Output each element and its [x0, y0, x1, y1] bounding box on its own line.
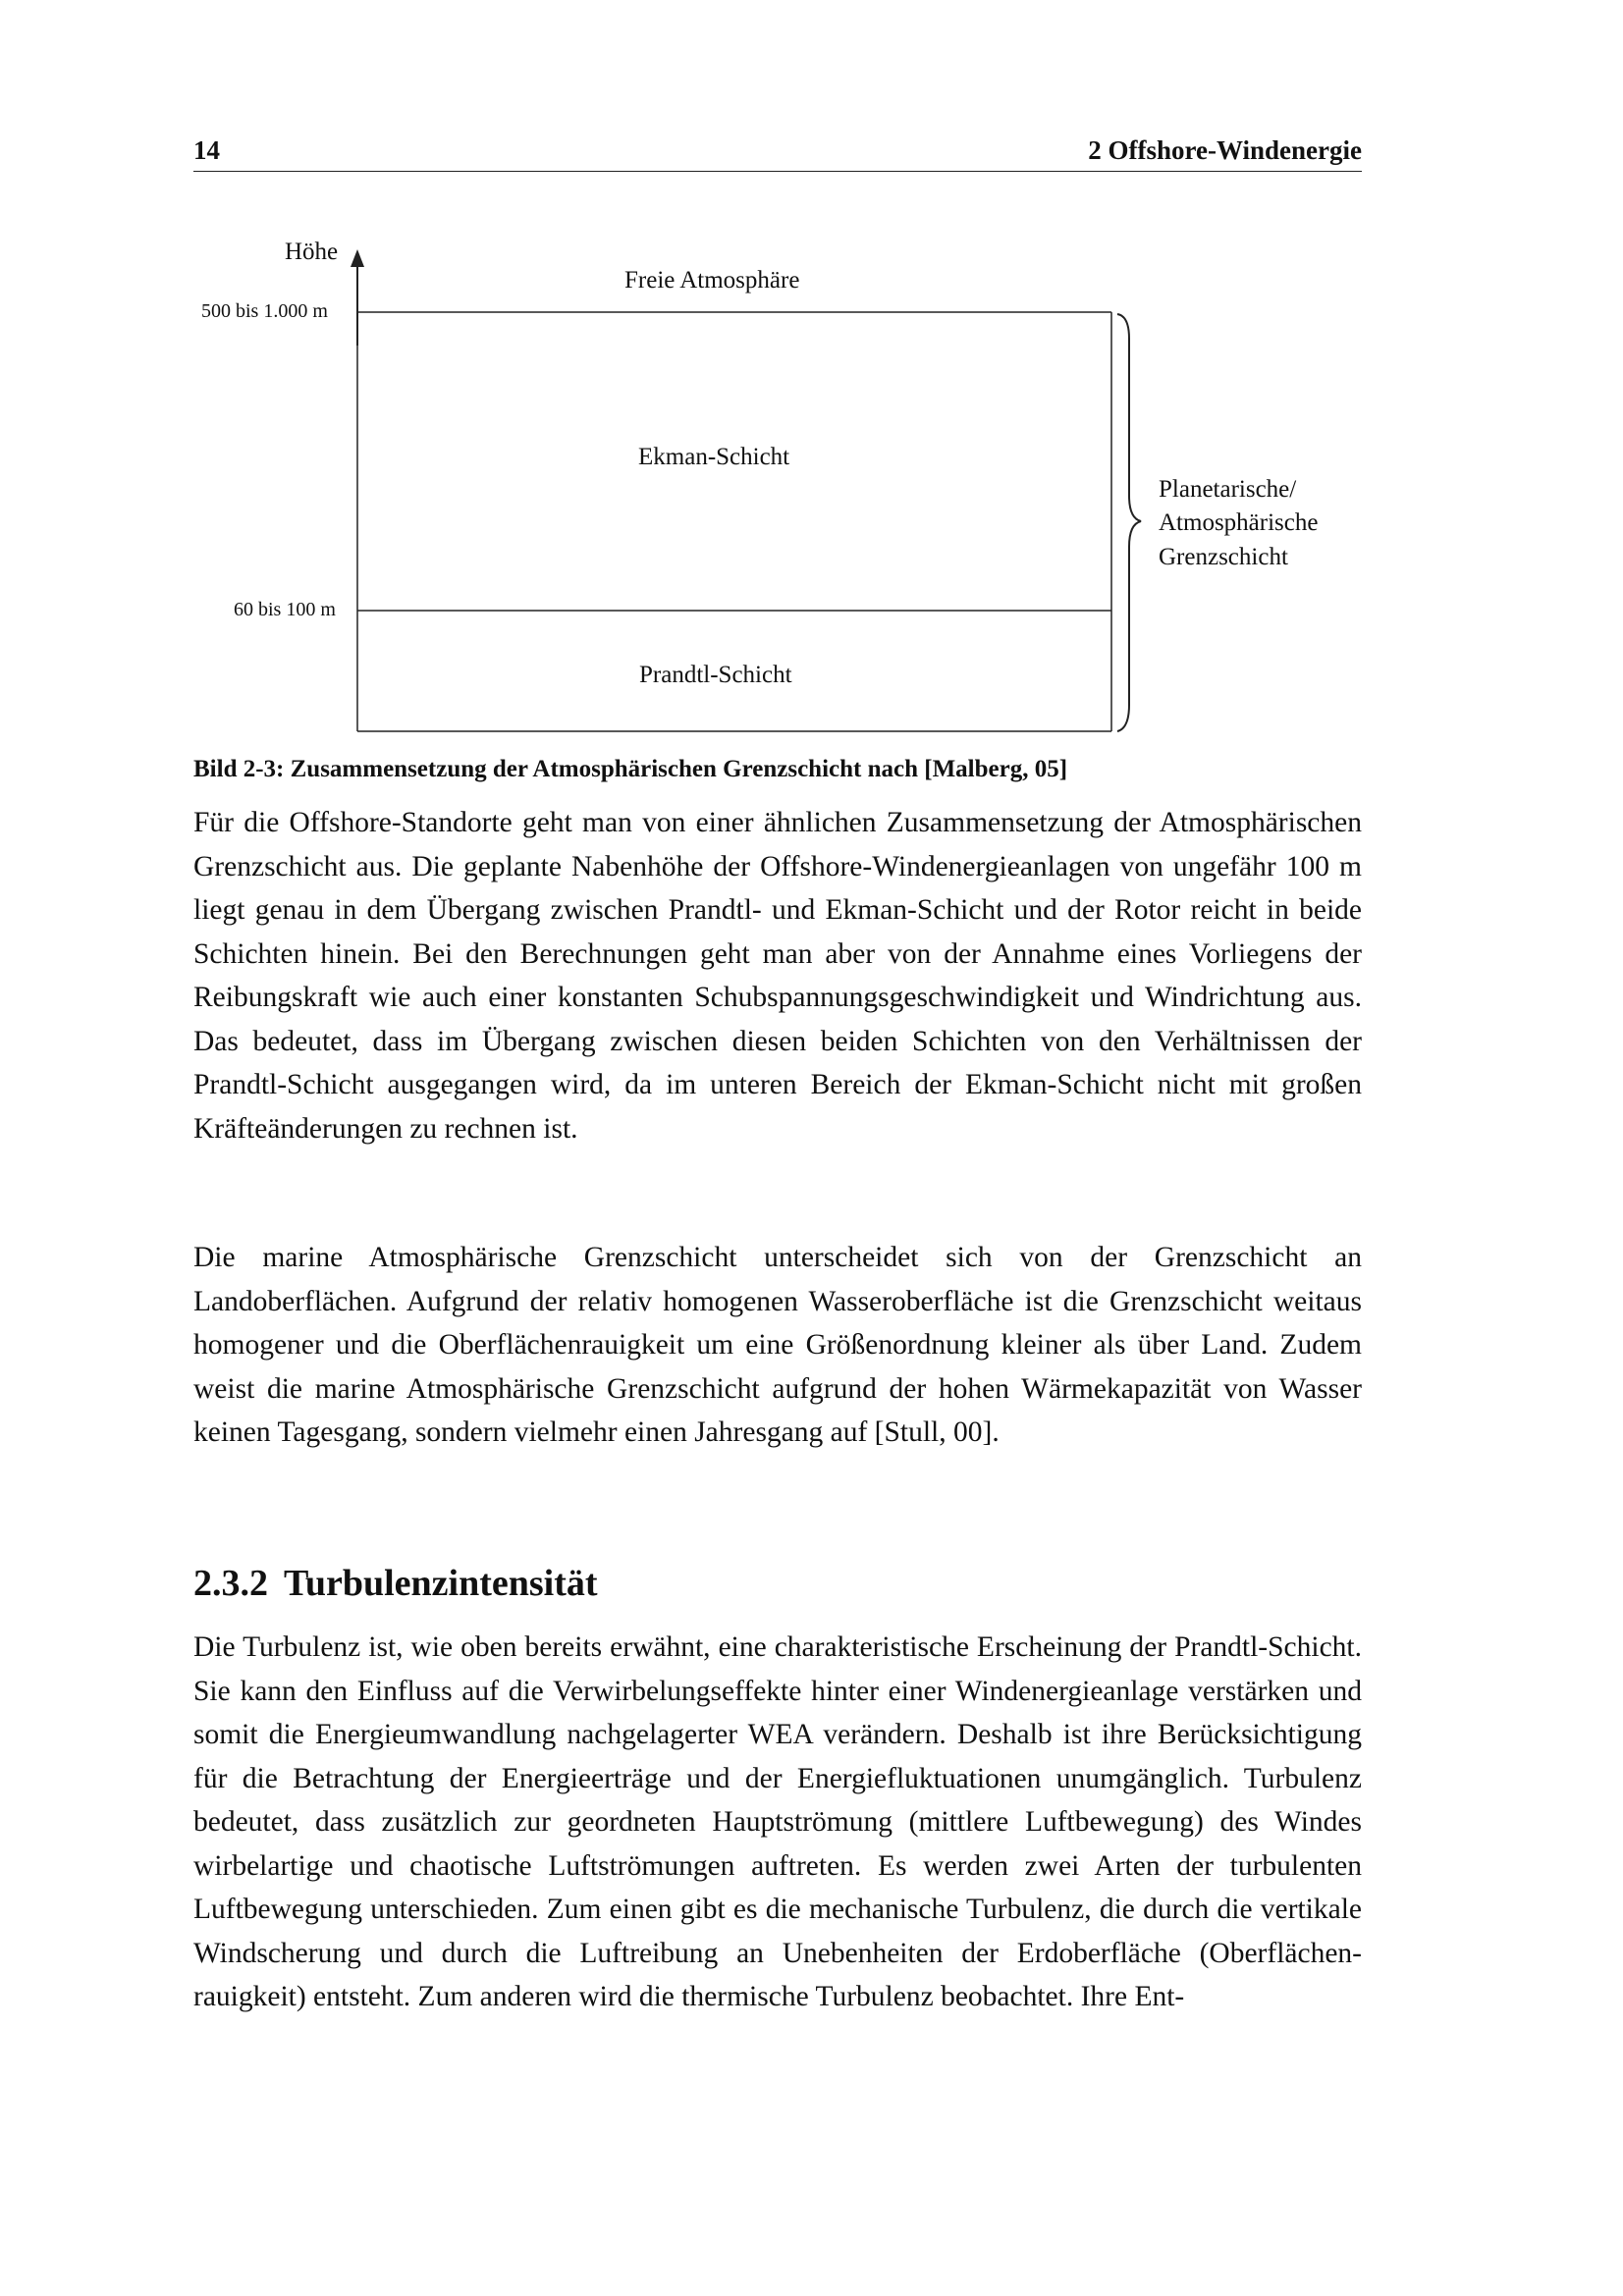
page-number: 14 — [193, 135, 220, 165]
paragraph-2: Die marine Atmosphärische Grenzschicht unterscheidet sich von der Grenzschicht an Landoberflächen. Aufgrund der relativ homogenen Wasseroberfläche ist die Grenzschicht weitaus homogener und die Oberflächenrauigkeit um eine Größenordnung kleiner als über Land. Zudem weist die marine Atmosphärische Grenzschicht aufgrund der hohen Wärmekapazität von Wasser keinen Tagesgang, sondern vielmehr einen Jahresgang auf [Stull, 00]. — [193, 1242, 1362, 1448]
section-title: Turbulenzintensität — [284, 1563, 598, 1604]
height-axis-arrow-icon — [351, 249, 364, 267]
curly-brace-icon — [1117, 314, 1141, 731]
paragraph-1: Für die Offshore-Standorte geht man von einer ähnlichen Zusammensetzung der Atmosphärischen Grenzschicht aus. Die geplante Nabenhöhe der Offshore-Windenergieanlagen von ungefähr 100 m liegt genau in dem Übergang zwischen Prandtl- und Ekman-Schicht und der Rotor reicht in beide Schichten hinein. Bei den Berechnungen geht man aber von der Annahme eines Vorliegens der Reibungskraft wie auch einer konstanten Schubspannungsgeschwindigkeit und Windrichtung aus. Das bedeutet, dass im Übergang zwischen diesen beiden Schichten von den Verhältnissen der Prandtl-Schicht ausgegangen wird, da im unteren Bereich der Ekman-Schicht nicht mit großen Kräfteänderungen zu rechnen ist. — [193, 807, 1362, 1145]
layer-prandtl: Prandtl-Schicht — [639, 662, 792, 688]
brace-label-line-2: Atmosphärische — [1159, 509, 1319, 536]
lower-height-label: 60 bis 100 m — [234, 599, 336, 620]
boundary-layer-diagram — [0, 0, 1623, 746]
layer-free-atmosphere: Freie Atmosphäre — [624, 267, 800, 294]
diagram-graphics — [0, 0, 1623, 746]
brace-label-line-3: Grenzschicht — [1159, 544, 1288, 570]
running-head: 2 Offshore-Windenergie — [1088, 135, 1362, 165]
brace-label-line-1: Planetarische/ — [1159, 476, 1297, 503]
upper-height-label: 500 bis 1.000 m — [201, 300, 328, 322]
layer-ekman: Ekman-Schicht — [638, 444, 790, 470]
height-axis-label: Höhe — [285, 239, 339, 265]
paragraph-3: Die Turbulenz ist, wie oben bereits erwähnt, eine charakteristische Erscheinung der Prandtl-Schicht. Sie kann den Einfluss auf die Verwirbelungseffekte hinter einer Windenergieanlage verstärken und somit die Energieumwandlung nachgelagerter WEA verändern. Deshalb ist ihre Berücksichtigung für die Betrachtung der Energieerträge und der Energiefluktuationen unumgänglich. Turbulenz bedeutet, dass zusätzlich zur geordneten Hauptströmung (mittlere Luftbewegung) des Windes wirbelartige und chaotische Luftströmungen auftreten. Es werden zwei Arten der turbulenten Luftbewegung unterschieden. Zum einen gibt es die mechanische Turbulenz, die durch die vertikale Windscherung und durch die Luftreibung an Unebenheiten der Erdoberfläche (Oberflächenrauigkeit) entsteht. Zum anderen wird die thermische Turbulenz beobachtet. Ihre Ent- — [193, 1631, 1362, 2012]
figure-caption: Bild 2-3: Zusammensetzung der Atmosphärischen Grenzschicht nach [Malberg, 05] — [193, 756, 1068, 782]
section-heading — [193, 1562, 614, 1605]
section-number: 2.3.2 — [193, 1563, 268, 1604]
